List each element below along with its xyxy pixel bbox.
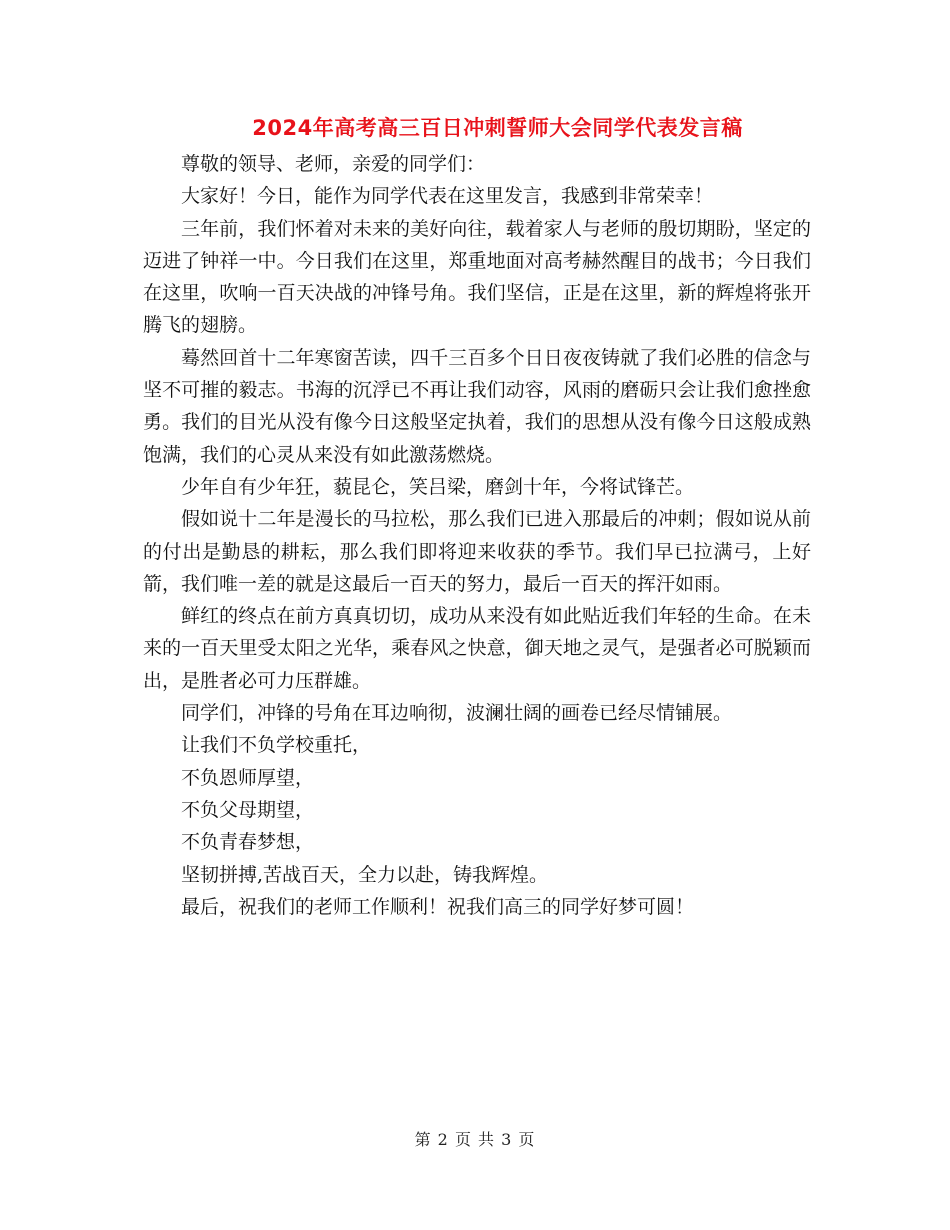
pledge-line: 不负恩师厚望，	[181, 766, 315, 789]
body-paragraph: 三年前，我们怀着对未来的美好向往，载着家人与老师的殷切期盼，坚定的迈进了钟祥一中。今日我们在这里，郑重地面对高考赫然醒目的战书；今日我们在这里，吹响一百天决战的冲锋号角。我们坚信，正是在这里，新的辉煌将张开腾飞的翅膀。	[143, 217, 811, 337]
pledge-line: 不负青春梦想，	[181, 831, 315, 854]
document-body	[143, 148, 811, 923]
body-paragraph: 少年自有少年狂，藐昆仑，笑吕梁，磨剑十年，今将试锋芒。	[181, 475, 695, 498]
pledge-line: 坚韧拼搏,苦战百天，全力以赴，铸我辉煌。	[181, 863, 549, 886]
greeting-paragraph: 大家好！今日，能作为同学代表在这里发言，我感到非常荣幸！	[181, 185, 714, 208]
closing-paragraph: 最后，祝我们的老师工作顺利！祝我们高三的同学好梦可圆！	[181, 895, 695, 918]
body-paragraph: 同学们，冲锋的号角在耳边响彻，波澜壮阔的画卷已经尽情铺展。	[181, 702, 733, 725]
body-paragraph: 假如说十二年是漫长的马拉松，那么我们已进入那最后的冲刺；假如说从前的付出是勤恳的耕耘，那么我们即将迎来收获的季节。我们早已拉满弓，上好箭，我们唯一差的就是这最后一百天的努力，最后一百天的挥汗如雨。	[143, 508, 811, 595]
document-title: 2024年高考高三百日冲刺誓师大会同学代表发言稿	[252, 116, 743, 140]
pledge-line: 让我们不负学校重托，	[181, 734, 372, 757]
salutation-paragraph: 尊敬的领导、老师，亲爱的同学们：	[181, 153, 486, 175]
page-number-footer: 第 2 页 共 3 页	[414, 1130, 536, 1149]
body-paragraph: 蓦然回首十二年寒窗苦读，四千三百多个日日夜夜铸就了我们必胜的信念与坚不可摧的毅志。书海的沉浮已不再让我们动容，风雨的磨砺只会让我们愈挫愈勇。我们的目光从没有像今日这般坚定执着，我们的思想从没有像今日这般成熟饱满，我们的心灵从来没有如此激荡燃烧。	[143, 346, 811, 466]
pledge-line: 不负父母期望，	[181, 798, 315, 821]
body-paragraph: 鲜红的终点在前方真真切切，成功从来没有如此贴近我们年轻的生命。在未来的一百天里受太阳之光华，乘春风之快意，御天地之灵气，是强者必可脱颖而出，是胜者必可力压群雄。	[143, 605, 811, 692]
